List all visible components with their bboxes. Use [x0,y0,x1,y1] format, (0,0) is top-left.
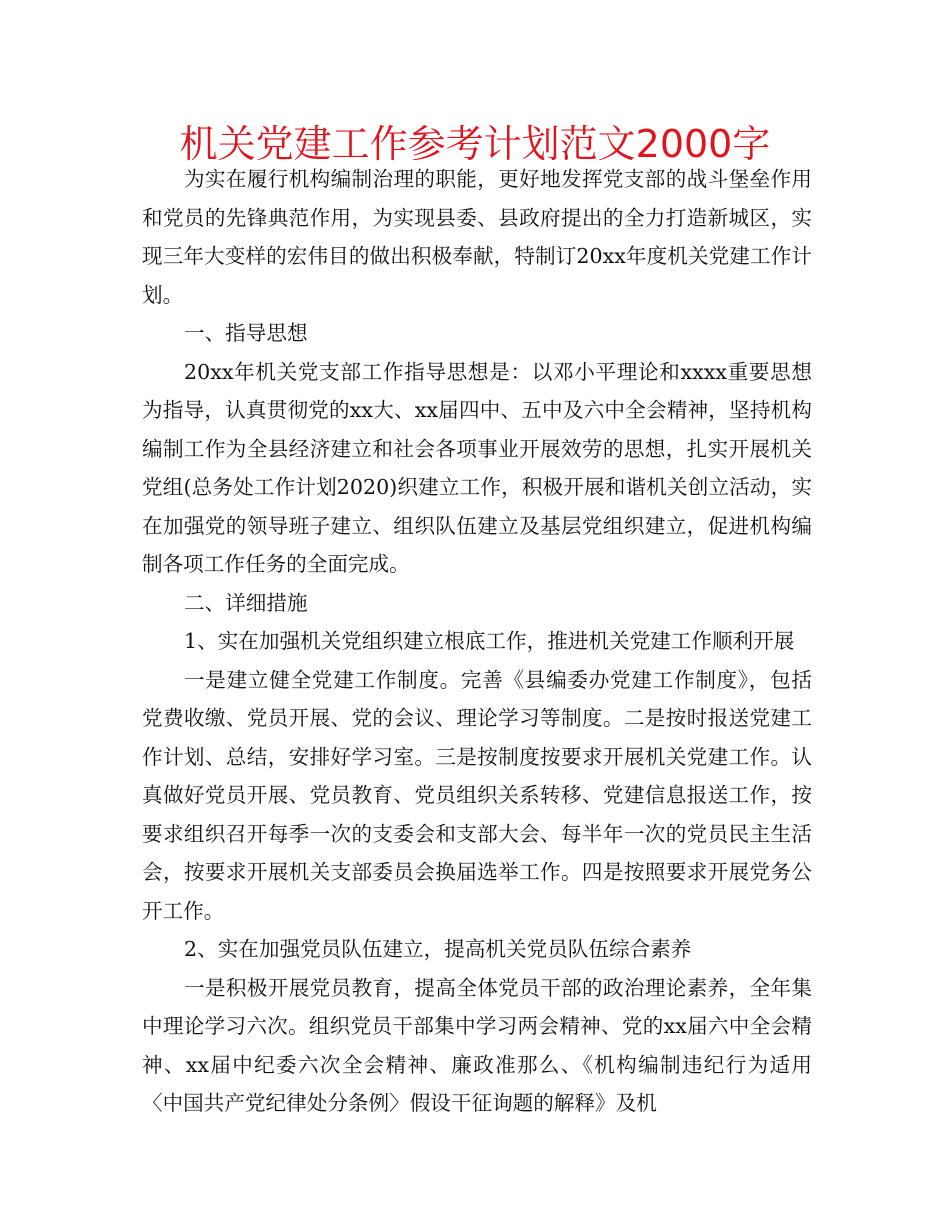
paragraph-measure-1: 一是建立健全党建工作制度。完善《县编委办党建工作制度》，包括党费收缴、党员开展、党的会议、理论学习等制度。二是按时报送党建工作计划、总结，安排好学习室。三是按制度按要求开展机关党建工作。认真做好党员开展、党员教育、党员组织关系转移、党建信息报送工作，按要求组织召开每季一次的支委会和支部大会、每半年一次的党员民主生活会，按要求开展机关支部委员会换届选举工作。四是按照要求开展党务公开工作。 [142,667,812,923]
paragraph-intro: 为实在履行机构编制治理的职能，更好地发挥党支部的战斗堡垒作用和党员的先锋典范作用，为实现县委、县政府提出的全力打造新城区，实现三年大变样的宏伟目的做出积极奉献，特制订20xx年度机关党建工作计划。 [142,167,812,307]
document-body [142,160,812,1123]
subheading-measure-2: 2、实在加强党员队伍建立，提高机关党员队伍综合素养 [184,937,692,961]
paragraph-measure-2: 一是积极开展党员教育，提高全体党员干部的政治理论素养，全年集中理论学习六次。组织党员干部集中学习两会精神、党的xx届六中全会精神、xx届中纪委六次全会精神、廉政准那么、《机构编制违纪行为适用〈中国共产党纪律处分条例〉假设干征询题的解释》及机 [142,975,812,1115]
document-title: 机关党建工作参考计划范文2000字 [179,122,771,166]
heading-detailed-measures: 二、详细措施 [184,590,308,615]
heading-guiding-ideology: 一、指导思想 [184,321,308,345]
subheading-measure-1: 1、实在加强机关党组织建立根底工作，推进机关党建工作顺利开展 [184,629,795,653]
paragraph-guiding-ideology: 20xx年机关党支部工作指导思想是：以邓小平理论和xxxx重要思想为指导，认真贯彻党的xx大、xx届四中、五中及六中全会精神，坚持机构编制工作为全县经济建立和社会各项事业开展效劳的思想，扎实开展机关党组(总务处工作计划2020)织建立工作，积极开展和谐机关创立活动，实在加强党的领导班子建立、组织队伍建立及基层党组织建立，促进机构编制各项工作任务的全面完成。 [142,359,812,576]
